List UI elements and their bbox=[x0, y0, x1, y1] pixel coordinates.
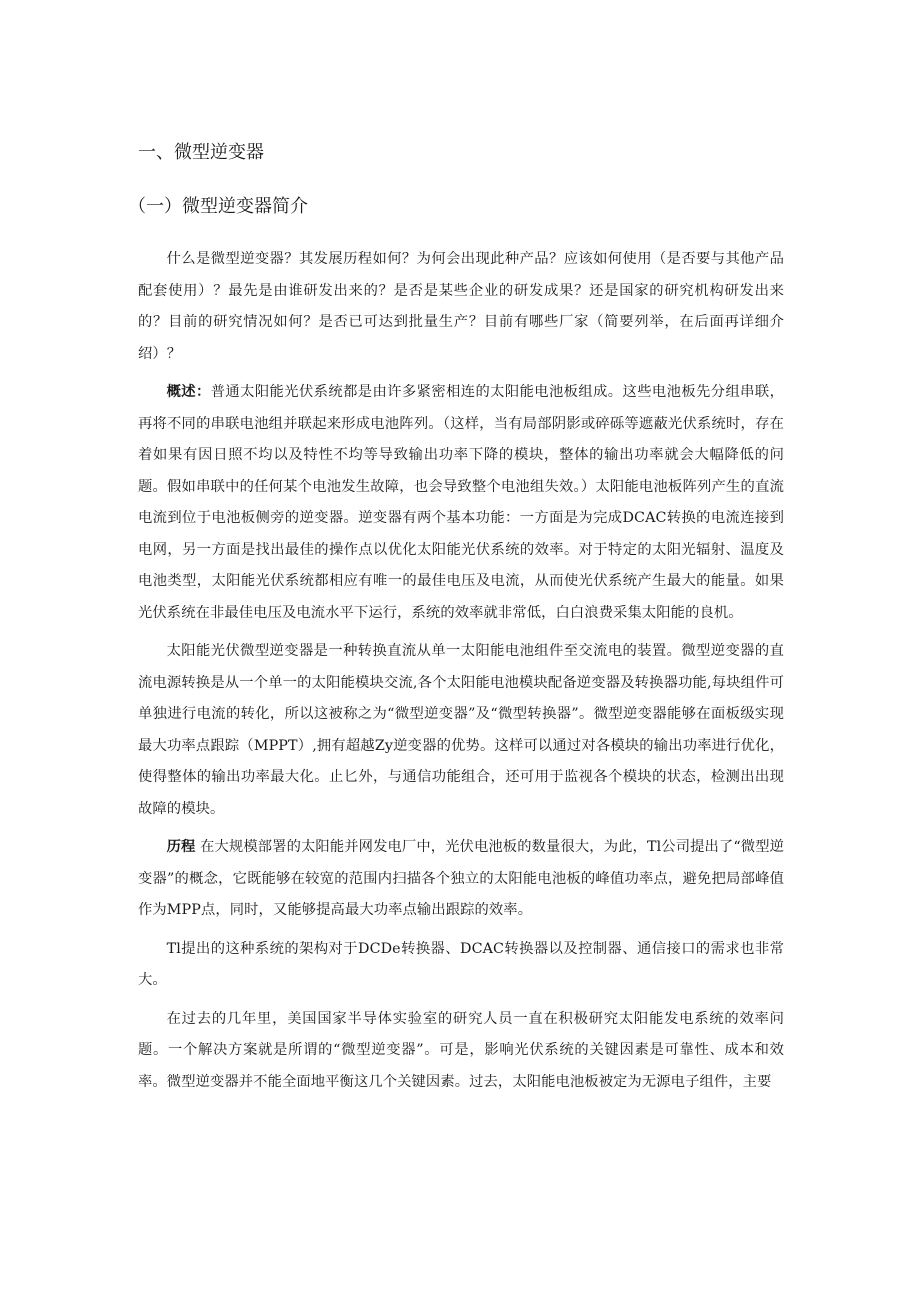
paragraph-lead: 历程 bbox=[166, 839, 196, 855]
paragraph-text: 普通太阳能光伏系统都是由许多紧密相连的太阳能电池板组成。这些电池板先分组串联，再将不同的串联电池组并联起来形成电池阵列。（这样，当有局部阴影或碎砾等遮蔽光伏系统时，存在着如果有因日照不均以及特性不均等导致输出功率下降的模块，整体的输出功率就会大幅降低的问题。假如串联中的任何某个电池发生故障，也会导致整个电池组失效。）太阳能电池板阵列产生的直流电流到位于电池板侧旁的逆变器。逆变器有两个基本功能：一方面是为完成DCAC转换的电流连接到电网，另一方面是找出最佳的操作点以优化太阳能光伏系统的效率。对于特定的太阳光辐射、温度及电池类型，太阳能光伏系统都相应有唯一的最佳电压及电流，从而使光伏系统产生最大的能量。如果光伏系统在非最佳电压及电流水平下运行，系统的效率就非常低，白白浪费采集太阳能的良机。 bbox=[138, 384, 784, 621]
paragraph-research bbox=[138, 1004, 784, 1099]
paragraph-overview bbox=[138, 377, 784, 629]
subsection-heading: （一）微型逆变器简介 bbox=[128, 196, 308, 217]
paragraph-text: 在过去的几年里，美国国家半导体实验室的研究人员一直在积极研究太阳能发电系统的效率问题。一个解决方案就是所谓的“微型逆变器”。可是，影响光伏系统的关键因素是可靠性、成本和效率。微型逆变器并不能全面地平衡这几个关键因素。过去，太阳能电池板被定为无源电子组件，主要 bbox=[138, 1010, 784, 1090]
paragraph-questions bbox=[138, 244, 784, 370]
paragraph-text: 在大规模部署的太阳能并网发电厂中，光伏电池板的数量很大，为此，Tl公司提出了“微型逆变器”的概念，它既能够在较宽的范围内扫描各个独立的太阳能电池板的峰值功率点，避免把局部峰值作为MPP点，同时，又能够提高最大功率点输出跟踪的效率。 bbox=[138, 839, 785, 918]
section-heading: 一、微型逆变器 bbox=[138, 142, 264, 163]
paragraph-history bbox=[138, 832, 784, 927]
paragraph-lead: 概述： bbox=[166, 384, 211, 400]
paragraph-ti-architecture bbox=[138, 934, 784, 997]
paragraph-text: 太阳能光伏微型逆变器是一种转换直流从单一太阳能电池组件至交流电的装置。微型逆变器的直流电源转换是从一个单一的太阳能模块交流,各个太阳能电池模块配备逆变器及转换器功能,每块组件可单独进行电流的转化，所以这被称之为“微型逆变器”及“微型转换器”。微型逆变器能够在面板级实现最大功率点跟踪（MPPT）,拥有超越Zy逆变器的优势。这样可以通过对各模块的输出功率进行优化，使得整体的输出功率最大化。止匕外，与通信功能组合，还可用于监视各个模块的状态，检测出出现故障的模块。 bbox=[138, 643, 784, 817]
paragraph-microinverter bbox=[138, 636, 784, 825]
paragraph-text: 什么是微型逆变器？其发展历程如何？为何会出现此种产品？应该如何使用（是否要与其他产品配套使用）？最先是由谁研发出来的？是否是某些企业的研发成果？还是国家的研究机构研发出来的？目前的研究情况如何？是否已可达到批量生产？目前有哪些厂家（简要列举，在后面再详细介绍）？ bbox=[138, 251, 784, 362]
document-page bbox=[128, 138, 785, 1105]
paragraph-text: Tl提出的这种系统的架构对于DCDe转换器、DCAC转换器以及控制器、通信接口的需求也非常大。 bbox=[138, 940, 784, 988]
